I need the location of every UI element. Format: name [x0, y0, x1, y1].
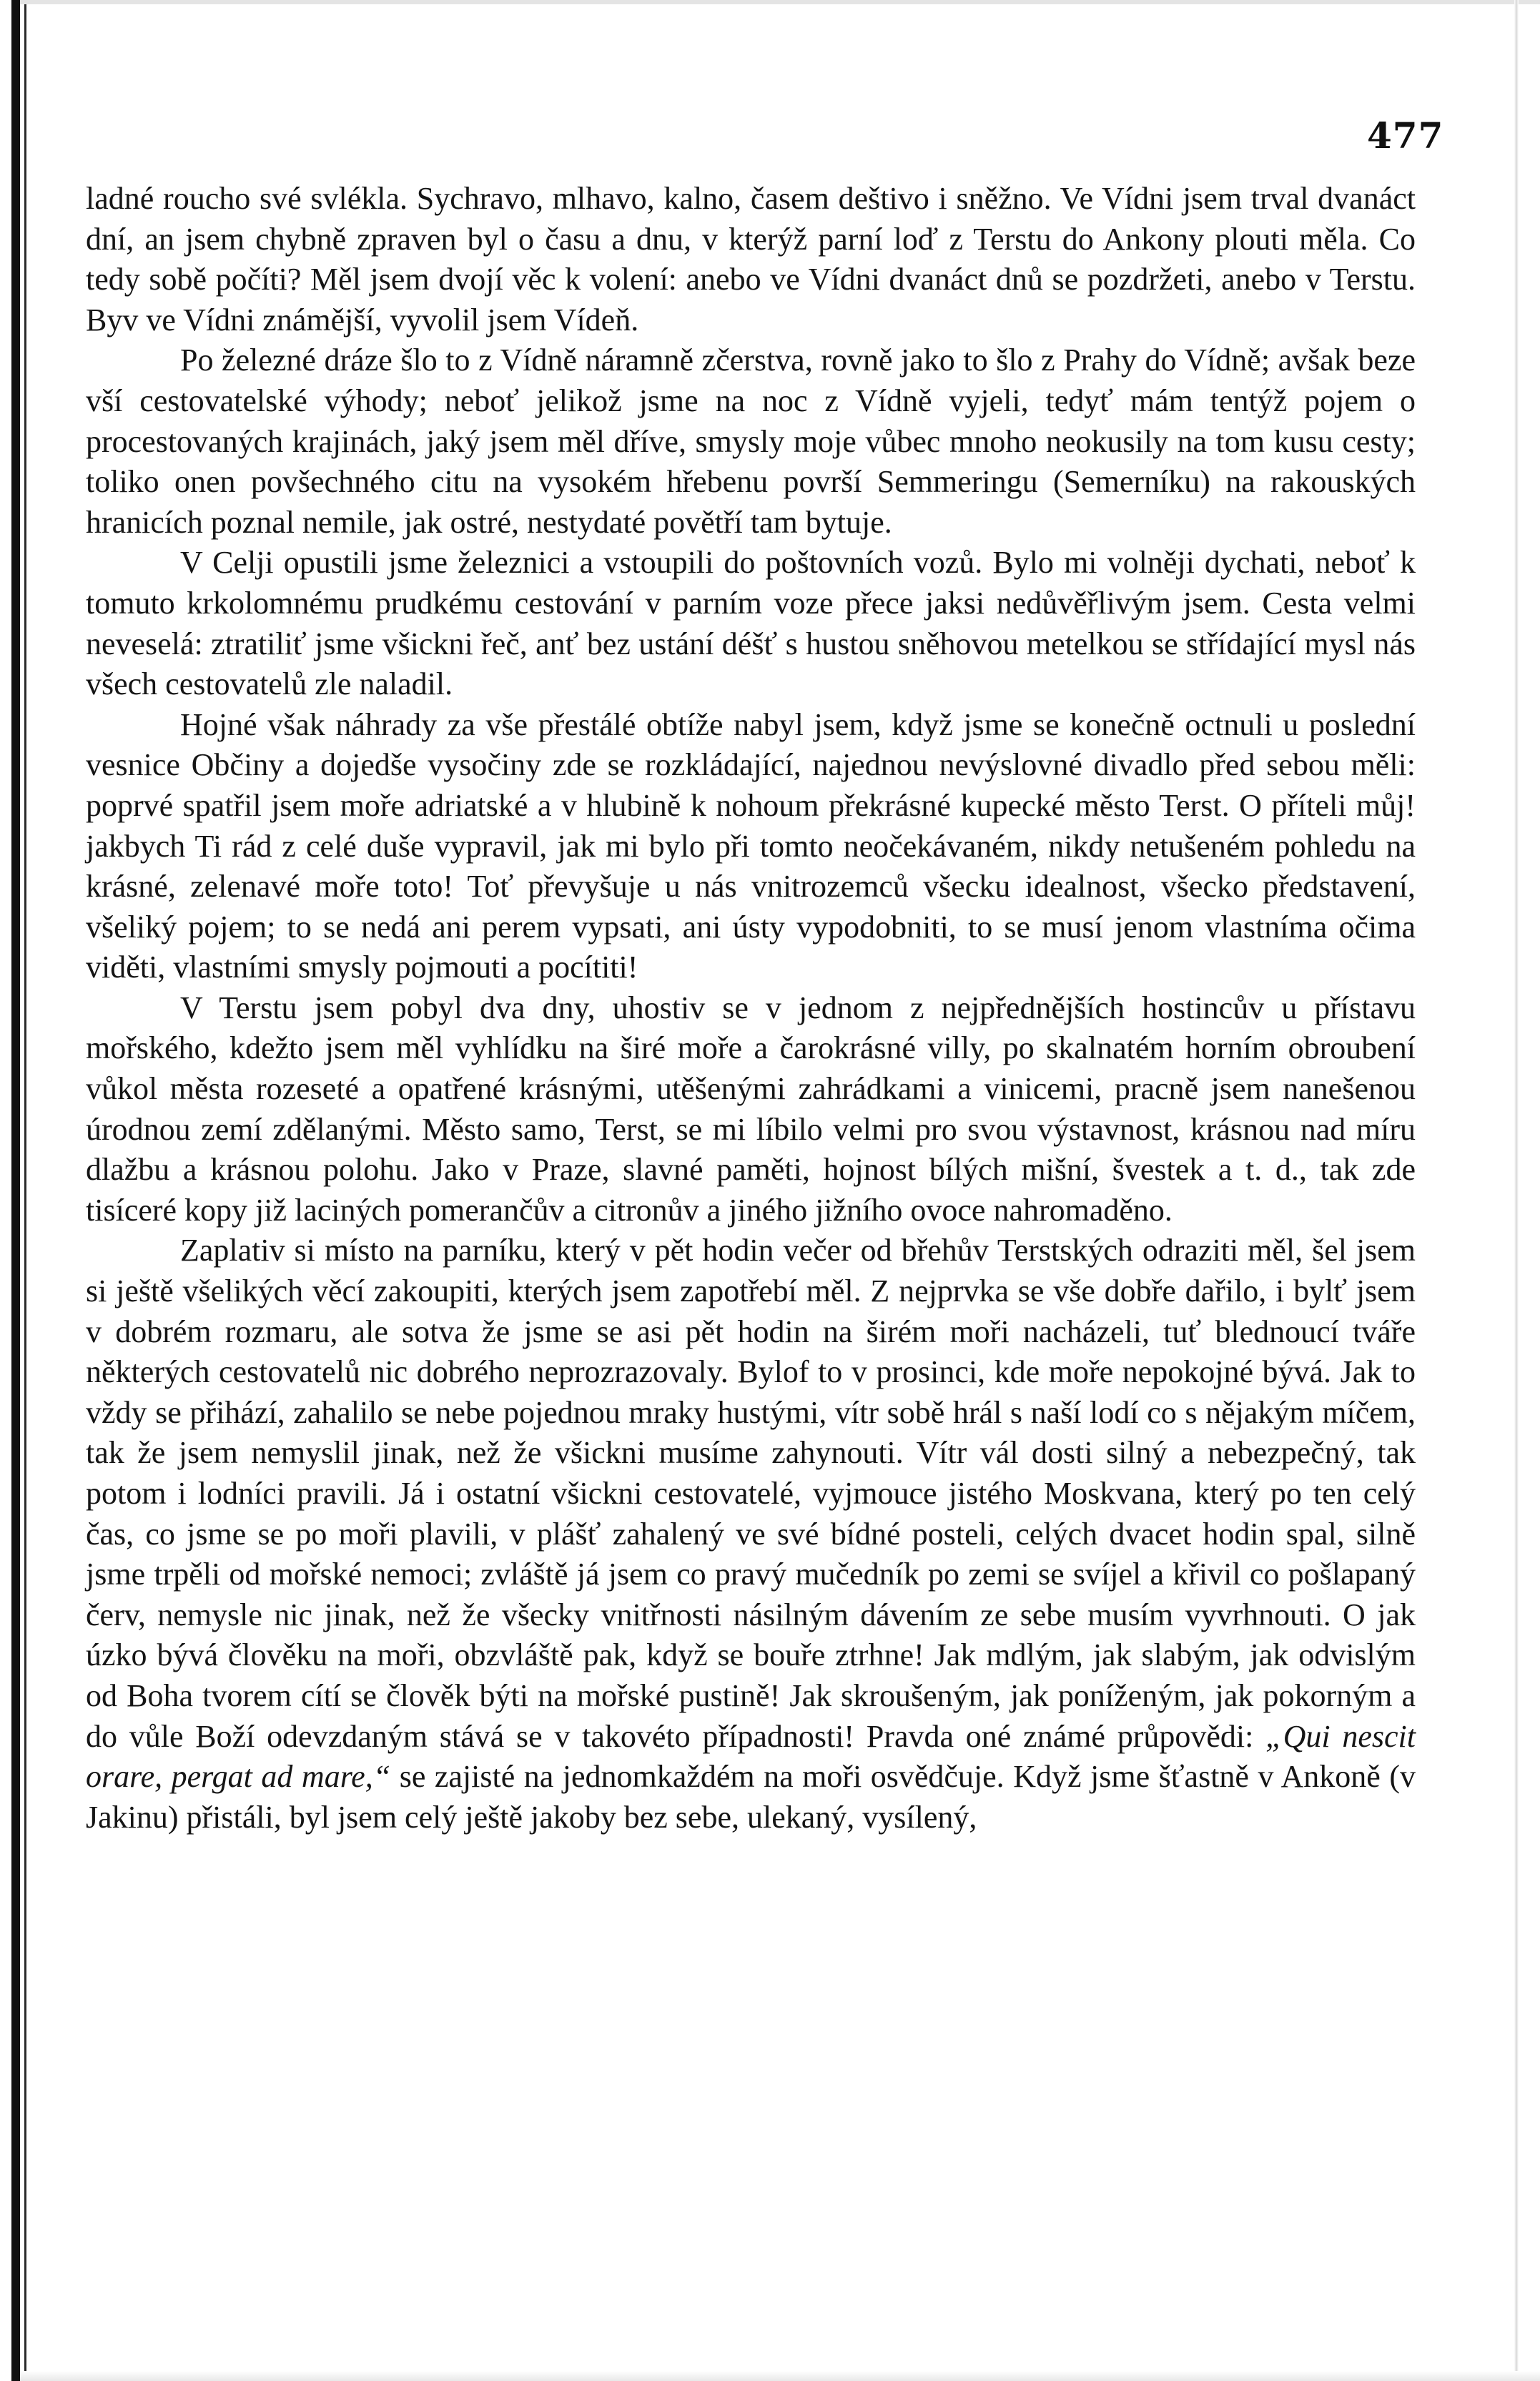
paragraph: [86, 1231, 1416, 1838]
scan-binding-line: [24, 0, 26, 2381]
scan-top-edge: [20, 0, 1540, 4]
paragraph: V Celji opustili jsme železnici a vstoupili do poštovních vozů. Bylo mi volněji dychati, neboť k tomuto krkolomnému prudkému cestování v parním voze přece jaksi nedůvěřlivým jsem. Cesta velmi neveselá: ztratiliť jsme všickni řeč, anť bez ustání déšť s hustou sněhovou metelkou se střídající mysl nás všech cestovatelů zle naladil.: [86, 545, 1416, 702]
paragraph-text: Zaplativ si místo na parníku, který v pět hodin večer od břehův Terstských odraziti měl, šel jsem si ještě všelikých věcí zakoupiti, kterých jsem zapotřebí měl. Z nejprvka se vše dobře dařilo, i bylť jsem v dobrém rozmaru, ale sotva že jsme se asi pět hodin na širém moři nacházeli, tuť blednoucí tváře některých cestovatelů nic dobrého neprozrazovaly. Bylof to v prosinci, kde moře nepokojné bývá. Jak to vždy se přihází, zahalilo se nebe pojednou mraky hustými, vítr sobě hrál s naší lodí co s nějakým míčem, tak že jsem nemyslil jinak, než že všickni musíme zahynouti. Vítr vál dosti silný a nebezpečný, tak potom i lodníci pravili. Já i ostatní všickni cestovatelé, vyjmouce jistého Moskvana, který po ten celý čas, co jsme se po moři plavili, v plášť zahalený ve své bídné posteli, celých dvacet hodin spal, silně jsme trpěli od mořské nemoci; zvláště já jsem co pravý mučedník po zemi se svíjel a křivil co pošlapaný červ, nemysle nic jinak, než že všecky vnitřnosti násilným dávením ze sebe musím vyvrhnouti. O jak úzko bývá člověku na moři, obzvláště pak, když se bouře ztrhne! Jak mdlým, jak slabým, jak odvislým od Boha tvorem cítí se člověk býti na mořské pustině! Jak skroušeným, jak poníženým, jak pokorným a do vůle Boží odevzdaným stává se v takovéto případnosti! Pravda oné známé průpovědi:: [86, 1233, 1416, 1754]
page-body: [86, 179, 1416, 1838]
paragraph: Hojné však náhrady za vše přestálé obtíže nabyl jsem, když jsme se konečně octnuli u poslední vesnice Občiny a dojedše vysočiny zde se rozkládající, najednou nevýslovné divadlo před sebou měli: poprvé spatřil jsem moře adriatské a v hlubině k nohoum překrásné kupecké město Terst. O příteli můj! jakbych Ti rád z celé duše vypravil, jak mi bylo při tomto neočekávaném, nikdy netušeném pohledu na krásné, zelenavé moře toto! Toť převyšuje u nás vnitrozemců všecku idealnost, všecko představení, všeliký pojem; to se nedá ani perem vypsati, ani ústy vypodobniti, to se musí jenom vlastníma očima viděti, vlastními smysly pojmouti a pocítiti!: [86, 706, 1416, 985]
paragraph-text: se zajisté na jednomkaždém na moři osvědčuje. Když jsme šťastně v Ankoně (v Jakinu) přistáli, byl jsem celý ještě jakoby bez sebe, ulekaný, vysílený,: [86, 1759, 1416, 1835]
paragraph: Po železné dráze šlo to z Vídně náramně zčerstva, rovně jako to šlo z Prahy do Vídně; avšak beze vší cestovatelské výhody; neboť jelikož jsme na noc z Vídně vyjeli, tedyť mám tentýž pojem o procestovaných krajinách, jaký jsem měl dříve, smysly moje vůbec mnoho neokusily na tom kusu cesty; toliko onen povšechného citu na vysokém hřebenu površí Semmeringu (Semerníku) na rakouských hranicích poznal nemile, jak ostré, nestydaté povětří tam bytuje.: [86, 342, 1416, 540]
page-number: 477: [1367, 114, 1444, 157]
latin-proverb-quote: „Qui nescit orare, pergat ad mare,“: [86, 1718, 1416, 1795]
paragraph: ladné roucho své svlékla. Sychravo, mlhavo, kalno, časem deštivo i sněžno. Ve Vídni jsem trval dvanáct dní, an jsem chybně zpraven byl o času a dnu, v kterýž parní loď z Terstu do Ankony plouti měla. Co tedy sobě počíti? Měl jsem dvojí věc k volení: anebo ve Vídni dvanáct dnů se pozdržeti, anebo v Terstu. Byv ve Vídni známější, vyvolil jsem Vídeň.: [86, 181, 1416, 337]
scan-right-edge: [1514, 0, 1519, 2381]
scan-bottom-edge: [20, 2371, 1540, 2381]
paragraph: V Terstu jsem pobyl dva dny, uhostiv se v jednom z nejpřednějších hostincův u přístavu mořského, kdežto jsem měl vyhlídku na širé moře a čarokrásné villy, po skalnatém horním obroubení vůkol města rozeseté a opatřené krásnými, utěšenými zahrádkami a vinicemi, pracně jsem nanešenou úrodnou zemí zdělanými. Město samo, Terst, se mi líbilo velmi pro svou výstavnost, krásnou nad míru dlažbu a krásnou polohu. Jako v Praze, slavné paměti, hojnost bílých mišní, švestek a t. d., tak zde tisíceré kopy již laciných pomerančův a citronův a jiného jižního ovoce nahromaděno.: [86, 990, 1416, 1228]
scan-binding-shadow: [11, 0, 20, 2381]
